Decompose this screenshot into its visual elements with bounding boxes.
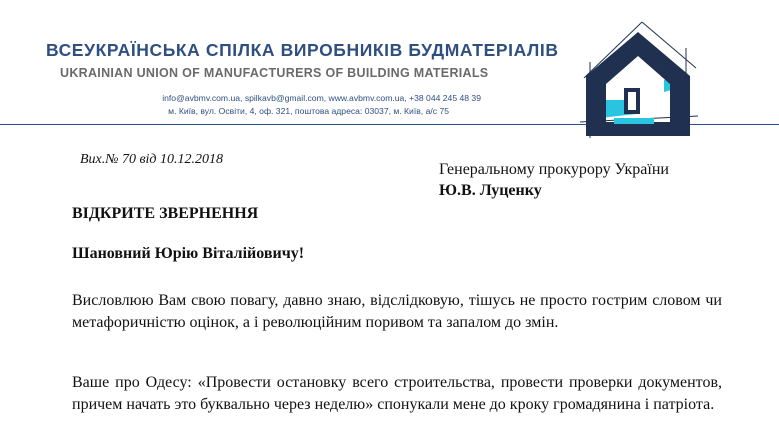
org-name-en: UKRAINIAN UNION OF MANUFACTURERS OF BUILDING MATERIALS xyxy=(60,66,489,80)
house-logo-icon xyxy=(578,18,700,140)
header-divider-right xyxy=(690,124,779,125)
document-title: ВІДКРИТЕ ЗВЕРНЕННЯ xyxy=(72,205,259,222)
contacts-line-1: info@avbmv.com.ua, spilkavb@gmail.com, www.avbmv.com.ua, +38 044 245 48 39 xyxy=(162,93,481,103)
addressee-name: Ю.В. Луценку xyxy=(439,182,542,199)
outgoing-number: Вих.№ 70 від 10.12.2018 xyxy=(80,152,224,167)
header-divider xyxy=(0,124,598,125)
salutation: Шановний Юрію Віталійовичу! xyxy=(72,245,305,262)
paragraph: Висловлюю Вам свою повагу, давно знаю, відслідковую, тішусь не просто гострим словом чи метафоричністю оцінок, а і революційним поривом та запалом до змін. xyxy=(72,292,722,331)
addressee: Генеральному прокурору України xyxy=(439,161,669,178)
contacts-line-2: м. Київ, вул. Освіти, 4, оф. 321, поштова адреса: 03037, м. Київ, а/с 75 xyxy=(168,106,449,116)
paragraph: Ваше про Одесу: «Провести остановку всего строительства, провести проверки документов, причем начать это буквально через неделю» спонукали мене до кроку громадянина і патріота. xyxy=(72,374,722,413)
org-name-ua: ВСЕУКРАЇНСЬКА СПІЛКА ВИРОБНИКІВ БУДМАТЕРІАЛІВ xyxy=(46,40,559,60)
